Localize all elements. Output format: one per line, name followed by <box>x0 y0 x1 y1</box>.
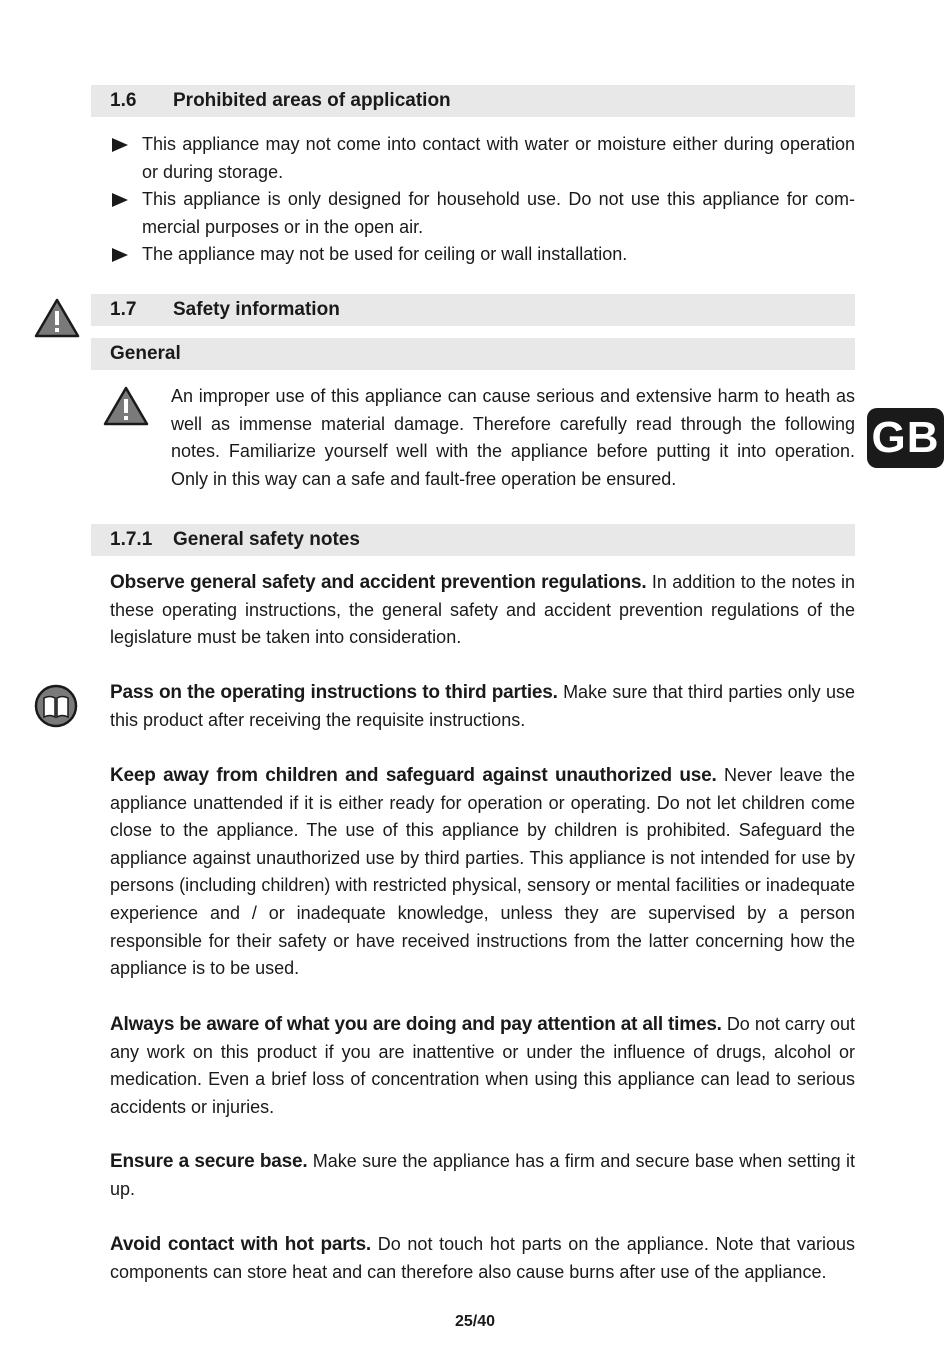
section-title: Safety information <box>173 299 340 320</box>
warning-triangle-icon <box>34 298 80 338</box>
language-tab: GB <box>867 408 944 468</box>
note-lead: Pass on the operating instructions to third parties. <box>110 682 558 703</box>
section-heading-1-6 <box>91 85 855 117</box>
section-title: General safety notes <box>173 529 360 550</box>
section-heading-1-7 <box>91 294 855 326</box>
section-number: 1.7.1 <box>110 529 153 550</box>
safety-note <box>110 762 855 983</box>
safety-note <box>110 679 855 734</box>
note-text: Do not carry out any work on this product if you are inattentive or under the influence of drugs, alcohol or medication. Even a brief loss of concentration when using this appliance can lead to serious accidents or injuries. <box>110 1014 855 1117</box>
note-lead: Always be aware of what you are doing and pay attention at all times. <box>110 1014 722 1035</box>
safety-note <box>110 569 855 652</box>
note-lead: Observe general safety and accident prevention regulations. <box>110 572 647 593</box>
note-text: Make sure that third parties only use this product after receiving the requisite instructions. <box>110 682 855 730</box>
safety-note <box>110 1011 855 1121</box>
note-text: Never leave the appliance unattended if it is either ready for operation or operating. Do not let children come close to the appliance. The use of this appliance by children is prohibited. Safeguard the appliance against unauthorized use by third parties. This appliance is not intended for use by persons (including children) with restricted physical, sensory or mental facilities or inadequate experience and / or inadequate knowledge, unless they are supervised by a person responsible for their safety or have received instructions from the latter concerning how the appliance is to be used. <box>110 765 855 979</box>
warning-triangle-icon <box>103 386 149 426</box>
note-lead: Keep away from children and safeguard against unauthorized use. <box>110 765 717 786</box>
safety-note <box>110 1231 855 1286</box>
note-text: In addition to the notes in these operating instructions, the general safety and accident prevention regulations of the legislature must be taken into consideration. <box>110 572 855 648</box>
bullet-arrow-icon <box>112 248 128 262</box>
section-heading-1-7-1 <box>91 524 855 556</box>
page-number: 25/40 <box>454 1313 496 1330</box>
section-number: 1.6 <box>110 90 137 111</box>
subheading-title: General <box>110 343 181 364</box>
list-item: The appliance may not be used for ceiling or wall installation. <box>110 241 855 269</box>
note-lead: Ensure a secure base. <box>110 1151 308 1172</box>
note-text: Do not touch hot parts on the appliance. Note that various components can store heat and can therefore also cause burns after use of the appliance. <box>110 1234 855 1282</box>
section-number: 1.7 <box>110 299 137 320</box>
note-text: Make sure the appliance has a firm and secure base when setting it up. <box>110 1151 855 1199</box>
section-title: Prohibited areas of application <box>173 90 451 111</box>
bullet-arrow-icon <box>112 138 128 152</box>
general-warning-text: An improper use of this appliance can cause serious and extensive harm to heath as well as immense material damage. Therefore carefully read through the following notes. Familiarize yourself well with the appliance before putting it into operation. Only in this way can a safe and fault-free operation be ensured. <box>171 386 855 489</box>
list-item: This appliance may not come into contact with water or moisture either during operation or during storage. <box>110 131 855 186</box>
bullet-arrow-icon <box>112 193 128 207</box>
subheading-general <box>91 338 855 370</box>
list-item: This appliance is only designed for household use. Do not use this appliance for commercial purposes or in the open air. <box>110 186 855 241</box>
open-book-icon <box>34 684 78 728</box>
safety-note <box>110 1148 855 1203</box>
note-lead: Avoid contact with hot parts. <box>110 1234 372 1255</box>
prohibited-list <box>110 131 855 269</box>
